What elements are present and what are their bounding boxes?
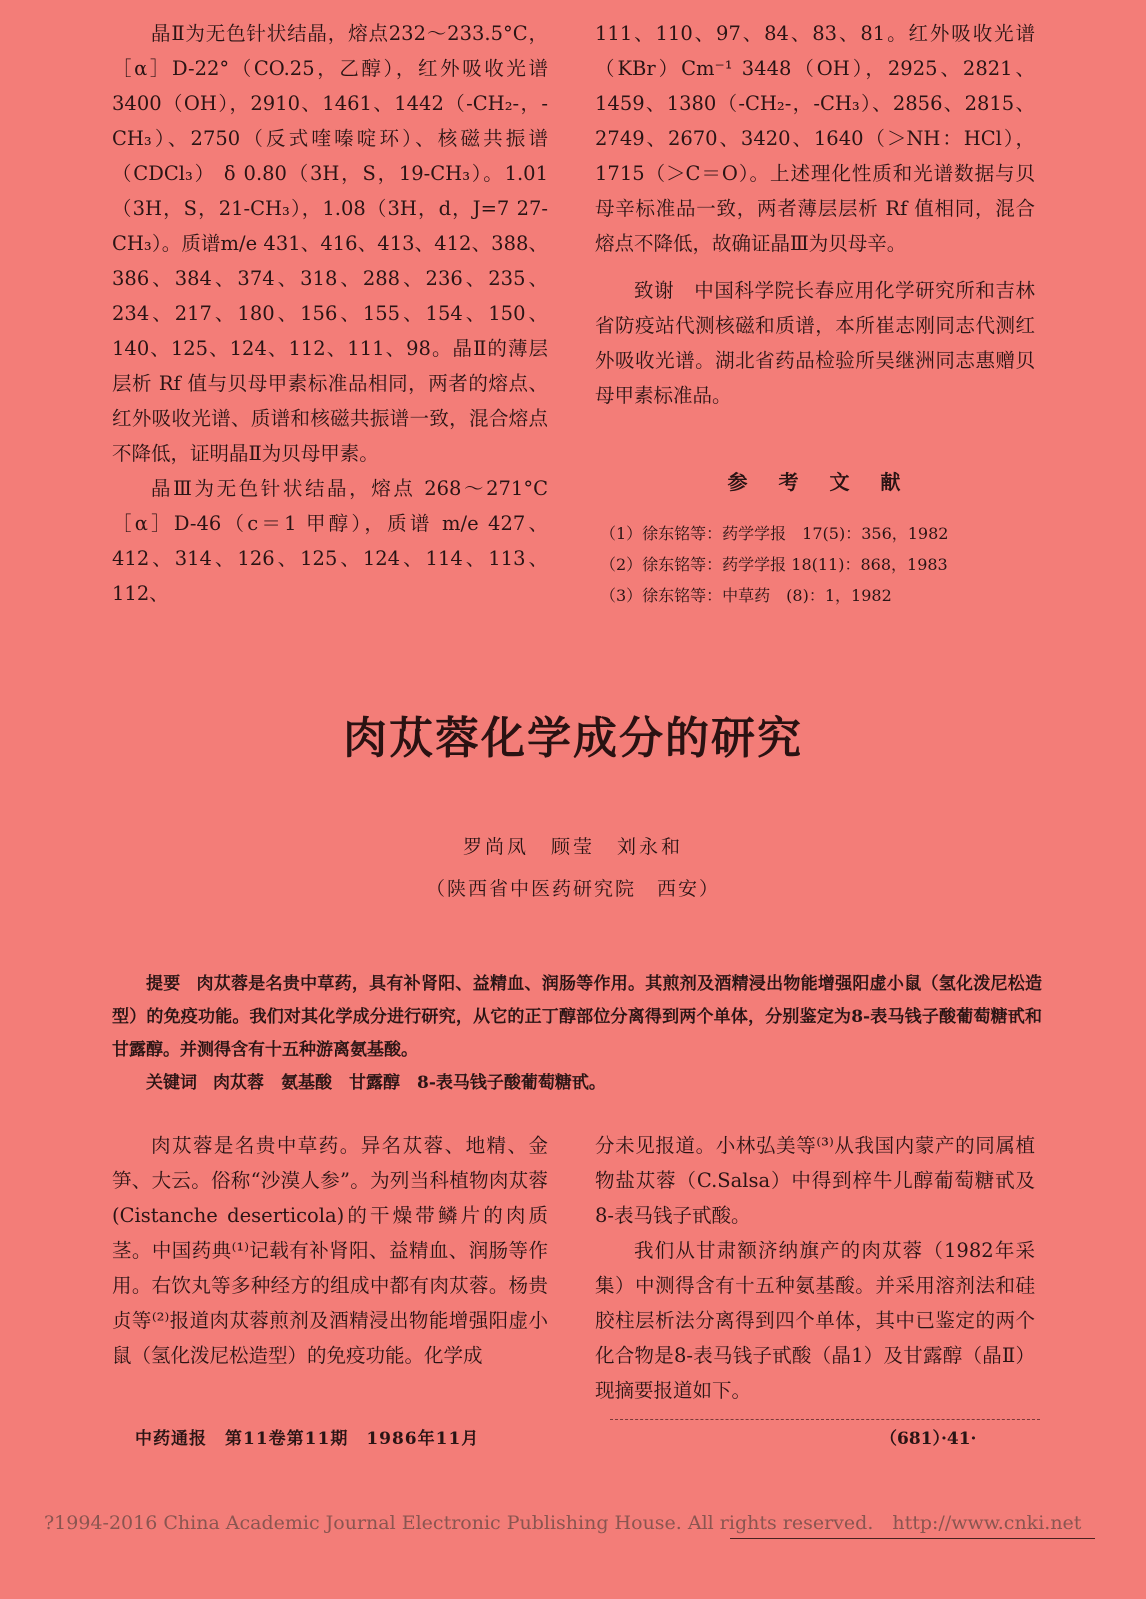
journal-footer: 中药通报 第11卷第11期 1986年11月 [135,1429,480,1449]
references-heading: 参 考 文 献 [727,470,913,494]
references-list [600,518,1040,611]
upper-right-column [595,16,1035,413]
reference-item: （3）徐东铭等：中草药 (8)：1，1982 [600,586,892,605]
keywords-label: 关键词 [146,1073,197,1093]
article-authors: 罗尚凤 顾莹 刘永和 [462,836,683,858]
copyright-notice: ?1994-2016 China Academic Journal Electronic Publishing House. All rights reserved. http://www.cnki.net [44,1512,1082,1534]
bottom-rule [730,1538,1095,1539]
abstract-text: 肉苁蓉是名贵中草药，具有补肾阳、益精血、润肠等作用。其煎剂及酒精浸出物能增强阳虚小鼠（氢化泼尼松造型）的免疫功能。我们对其化学成分进行研究，从它的正丁醇部位分离得到两个单体，分别鉴定为8-表马钱子酸葡萄糖甙和甘露醇。并测得含有十五种游离氨基酸。 [112,974,1043,1060]
body-right-column [595,1128,1035,1408]
abstract-paragraph [112,968,1042,1067]
paragraph-crystal-iii-cont: 111、110、97、84、83、81。红外吸收光谱（KBr）Cm⁻¹ 3448（OH），2925、2821、1459、1380（-CH₂-，-CH₃）、2856、2815、2749、2670、3420、1640（＞NH：HCl），1715（＞C＝O）。上述理化性质和光谱数据与贝母辛标准品一致，两者薄层层析 Rf 值相同，混合熔点不降低，故确证晶Ⅲ为贝母辛。 [595,22,1035,255]
article-title: 肉苁蓉化学成分的研究 [343,713,803,764]
paragraph-crystal-iii: 晶Ⅲ为无色针状结晶，熔点 268～271°C ［α］D-46（c＝1 甲醇），质谱 m/e 427、412、314、126、125、124、114、113、112、 [112,477,548,605]
acknowledgement: 致谢 中国科学院长春应用化学研究所和吉林省防疫站代测核磁和质谱，本所崔志刚同志代测红外吸收光谱。湖北省药品检验所吴继洲同志惠赠贝母甲素标准品。 [595,279,1035,407]
paragraph-crystal-ii: 晶Ⅱ为无色针状结晶，熔点232～233.5°C，［α］D-22°（CO.25，乙醇），红外吸收光谱3400（OH），2910、1461、1442（-CH₂-，-CH₃）、2750（反式喹嗪啶环）、核磁共振谱（CDCl₃） δ 0.80（3H，S，19-CH₃）。1.01（3H，S，21-CH₃），1.08（3H，d，J=7 27-CH₃）。质谱m/e 431、416、413、412、388、386、384、374、318、288、236、235、234、217、180、156、155、154、150、140、125、124、112、111、98。晶Ⅱ的薄层层析 Rf 值与贝母甲素标准品相同，两者的熔点、红外吸收光谱、质谱和核磁共振谱一致，混合熔点不降低，证明晶Ⅱ为贝母甲素。 [112,22,548,465]
reference-item: （1）徐东铭等：药学学报 17(5)：356，1982 [600,524,949,543]
upper-left-column [112,16,548,611]
body-intro-paragraph: 肉苁蓉是名贵中草药。异名苁蓉、地精、金笋、大云。俗称“沙漠人参”。为列当科植物肉苁蓉(Cistanche deserticola)的干燥带鳞片的肉质茎。中国药典⁽¹⁾记载有补肾阳、益精血、润肠等作用。右饮丸等多种经方的组成中都有肉苁蓉。杨贵贞等⁽²⁾报道肉苁蓉煎剂及酒精浸出物能增强阳虚小鼠（氢化泼尼松造型）的免疫功能。化学成 [112,1134,548,1367]
article-affiliation: （陕西省中医药研究院 西安） [425,878,720,900]
abstract-label: 提要 [146,974,181,994]
body-intro-cont: 分未见报道。小林弘美等⁽³⁾从我国内蒙产的同属植物盐苁蓉（C.Salsa）中得到梓牛儿醇葡萄糖甙及8-表马钱子甙酸。 [595,1134,1035,1227]
page-number: （681）·41· [880,1429,977,1449]
body-methods-paragraph: 我们从甘肃额济纳旗产的肉苁蓉（1982年采集）中测得含有十五种氨基酸。并采用溶剂法和硅胶柱层析法分离得到四个单体，其中已鉴定的两个化合物是8-表马钱子甙酸（晶1）及甘露醇（晶Ⅱ）现摘要报道如下。 [595,1239,1035,1402]
abstract-block [112,968,1042,1100]
keywords-paragraph [112,1067,1042,1100]
divider-line [610,1419,1040,1420]
keywords-text: 肉苁蓉 氨基酸 甘露醇 8-表马钱子酸葡萄糖甙。 [213,1073,606,1093]
reference-item: （2）徐东铭等：药学学报 18(11)：868，1983 [600,555,948,574]
body-left-column [112,1128,548,1373]
